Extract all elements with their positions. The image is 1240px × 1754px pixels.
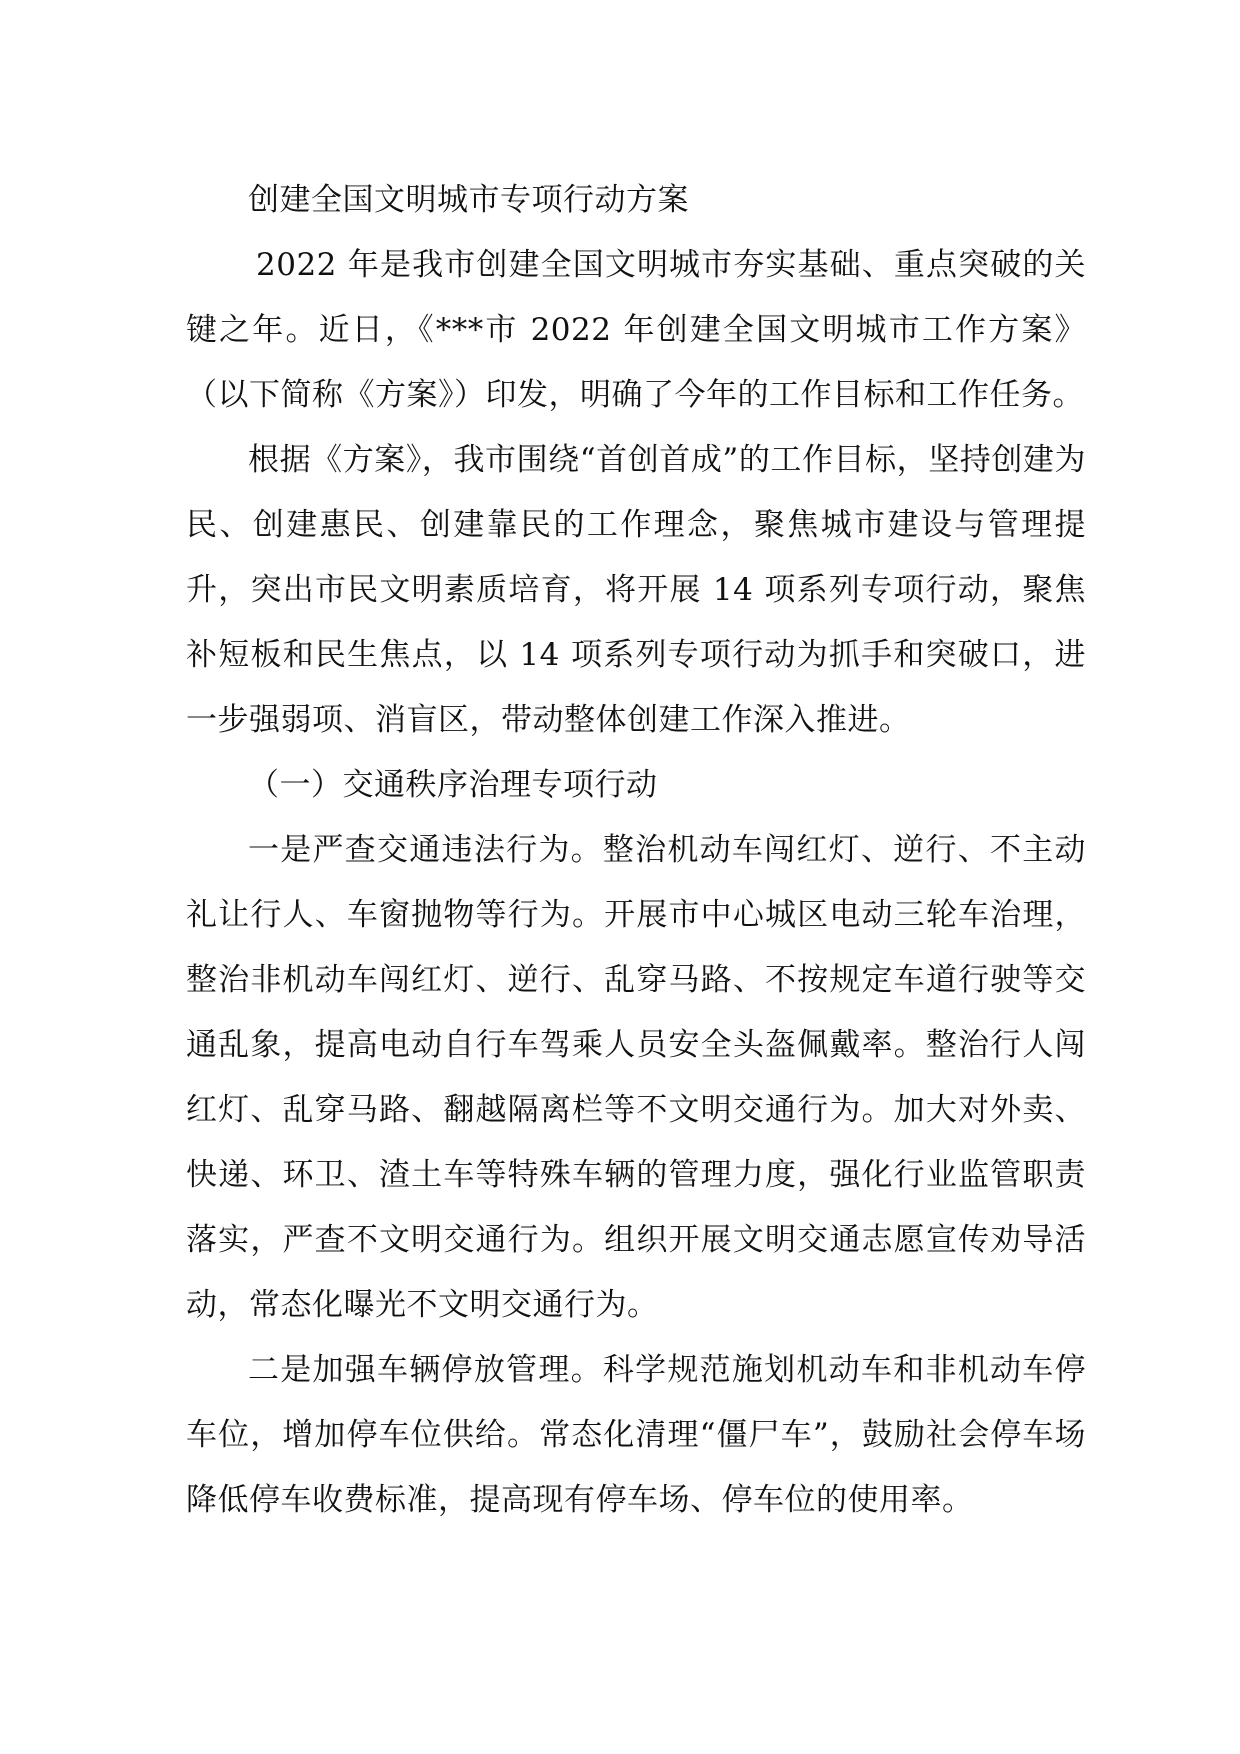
intro-paragraph: 2022 年是我市创建全国文明城市夯实基础、重点突破的关键之年。近日，《***市 2022 年创建全国文明城市工作方案》（以下简称《方案》）印发，明确了今年的工作目标和工作任务。 xyxy=(186,247,1086,413)
document-body xyxy=(186,168,1086,1533)
plan-summary-paragraph: 根据《方案》，我市围绕“首创首成”的工作目标，坚持创建为民、创建惠民、创建靠民的工作理念，聚焦城市建设与管理提升，突出市民文明素质培育，将开展 14 项系列专项行动，聚焦补短板和民生焦点，以 14 项系列专项行动为抓手和突破口，进一步强弱项、消盲区，带动整体创建工作深入推进。 xyxy=(186,442,1086,738)
document-title: 创建全国文明城市专项行动方案 xyxy=(248,182,689,218)
section-paragraph-traffic-violations: 一是严查交通违法行为。整治机动车闯红灯、逆行、不主动礼让行人、车窗抛物等行为。开展市中心城区电动三轮车治理，整治非机动车闯红灯、逆行、乱穿马路、不按规定车道行驶等交通乱象，提高电动自行车驾乘人员安全头盔佩戴率。整治行人闯红灯、乱穿马路、翻越隔离栏等不文明交通行为。加大对外卖、快递、环卫、渣土车等特殊车辆的管理力度，强化行业监管职责落实，严查不文明交通行为。组织开展文明交通志愿宣传劝导活动，常态化曝光不文明交通行为。 xyxy=(186,832,1086,1323)
section-heading: （一）交通秩序治理专项行动 xyxy=(248,767,658,803)
section-paragraph-parking-management: 二是加强车辆停放管理。科学规范施划机动车和非机动车停车位，增加停车位供给。常态化清理“僵尸车”，鼓励社会停车场降低停车收费标准，提高现有停车场、停车位的使用率。 xyxy=(186,1352,1086,1518)
